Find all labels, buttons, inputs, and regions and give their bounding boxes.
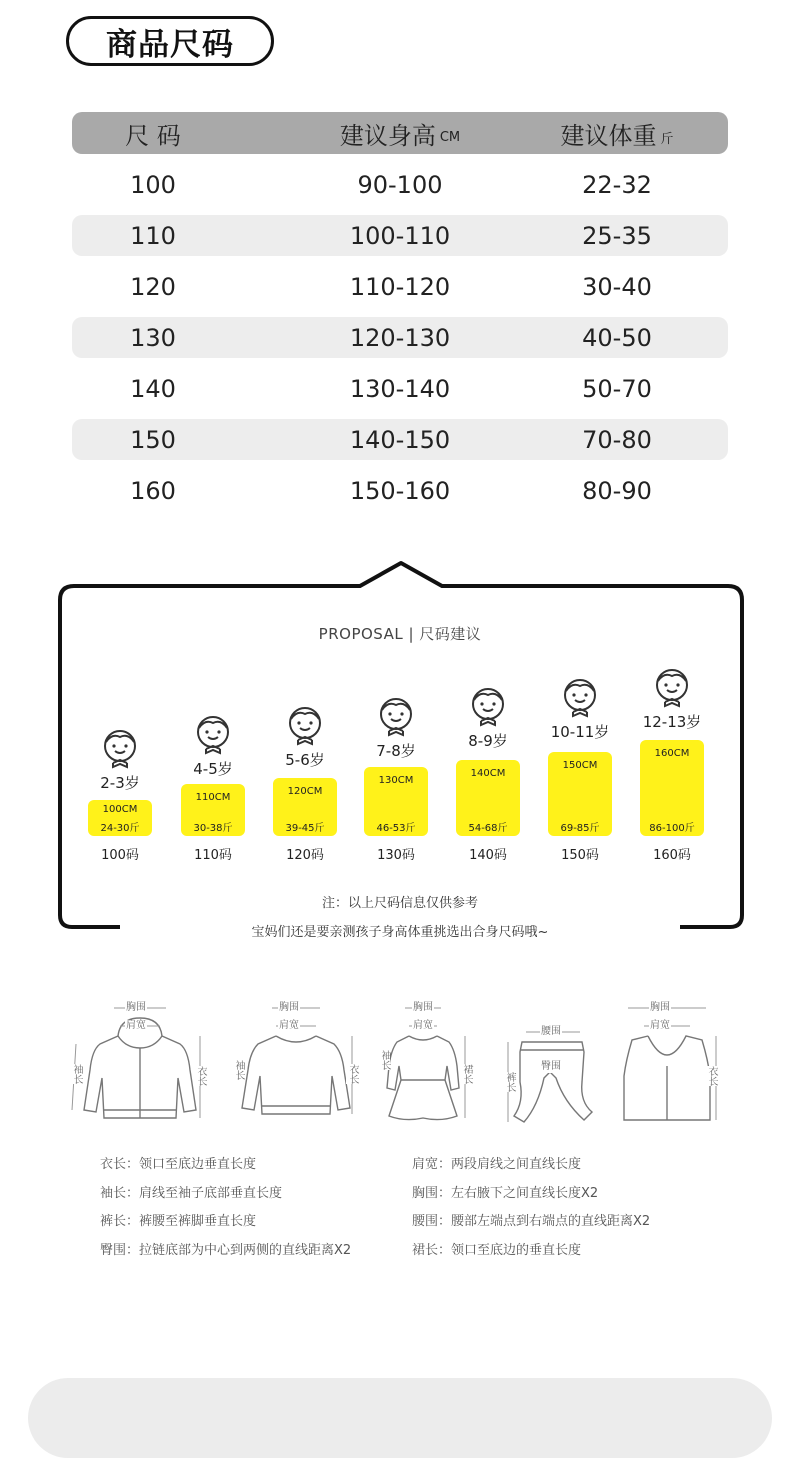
size-code: 110码 (194, 848, 232, 863)
kid-figure (74, 727, 166, 793)
size-table (72, 112, 728, 521)
age-label: 12-13岁 (642, 713, 702, 731)
length-label: 衣长 (347, 1064, 358, 1084)
sleeve-label: 袖长 (233, 1060, 244, 1080)
shoulder-label: 肩宽 (650, 1020, 670, 1031)
badge-weight: 46-53斤 (376, 823, 416, 834)
table-row (72, 470, 728, 511)
age-label: 10-11岁 (550, 723, 610, 741)
size-badge (548, 752, 612, 836)
definition-length: 衣长：领口至底边垂直长度 (100, 1157, 257, 1172)
size-code: 140码 (469, 848, 507, 863)
child-face-icon (442, 685, 534, 727)
age-label: 7-8岁 (376, 742, 416, 760)
row-weight: 70-80 (582, 425, 652, 454)
badge-weight: 30-38斤 (193, 823, 233, 834)
shoulder-label: 肩宽 (126, 1020, 146, 1031)
badge-height: 140CM (470, 768, 506, 779)
sleeve-label: 袖长 (379, 1050, 390, 1070)
age-label: 2-3岁 (100, 774, 140, 792)
header-height (302, 112, 498, 154)
row-weight: 25-35 (582, 221, 652, 250)
proposal-note-sub: 宝妈们还是要亲测孩子身高体重挑选出合身尺码哦~ (251, 925, 549, 940)
waist-label: 腰围 (541, 1026, 561, 1037)
sleeve-label: 袖长 (71, 1064, 82, 1084)
badge-height: 110CM (195, 792, 231, 803)
header-height-unit: CM (439, 129, 461, 145)
table-row (72, 368, 728, 409)
row-height: 110-120 (349, 272, 451, 301)
row-weight: 30-40 (582, 272, 652, 301)
size-code: 120码 (286, 848, 324, 863)
size-code: 100码 (101, 848, 139, 863)
row-size: 100 (130, 170, 176, 199)
kid-figure (442, 685, 534, 751)
shoulder-label: 肩宽 (279, 1020, 299, 1031)
definition-sleeve: 袖长：肩线至袖子底部垂直长度 (100, 1186, 283, 1201)
kid-figure (350, 695, 442, 761)
table-row (72, 317, 728, 358)
definition-skirt: 裙长：领口至底边的垂直长度 (412, 1243, 582, 1258)
header-height-label: 建议身高 (339, 121, 436, 150)
page-title: 商品尺码 (66, 16, 274, 66)
size-badge (456, 760, 520, 836)
table-row (72, 266, 728, 307)
badge-weight: 69-85斤 (560, 823, 600, 834)
kid-figure (534, 676, 626, 742)
child-face-icon (534, 676, 626, 718)
definition-shoulder: 肩宽：两段肩线之间直线长度 (412, 1157, 582, 1172)
header-weight-label: 建议体重 (560, 121, 657, 150)
length-label: 衣长 (195, 1066, 206, 1086)
table-header (72, 112, 728, 154)
row-weight: 40-50 (582, 323, 652, 352)
row-size: 160 (130, 476, 176, 505)
child-face-icon (350, 695, 442, 737)
proposal-note: 注：以上尺码信息仅供参考 (321, 896, 478, 911)
badge-weight: 86-100斤 (649, 823, 695, 834)
row-size: 140 (130, 374, 176, 403)
kid-figure (626, 666, 718, 732)
chest-label: 胸围 (413, 1002, 433, 1013)
size-code: 130码 (377, 848, 415, 863)
length-label: 衣长 (706, 1066, 717, 1086)
row-height: 120-130 (349, 323, 451, 352)
badge-height: 100CM (102, 804, 138, 815)
table-row (72, 419, 728, 460)
age-label: 8-9岁 (468, 732, 508, 750)
row-size: 120 (130, 272, 176, 301)
child-face-icon (259, 704, 351, 746)
row-size: 110 (130, 221, 176, 250)
table-row (72, 215, 728, 256)
proposal-title: PROPOSAL | 尺码建议 (318, 625, 482, 643)
row-height: 100-110 (349, 221, 451, 250)
size-badge (273, 778, 337, 836)
badge-height: 130CM (378, 775, 414, 786)
pants-length-label: 裤长 (504, 1072, 515, 1092)
kid-figure (167, 713, 259, 779)
child-face-icon (626, 666, 718, 708)
child-face-icon (74, 727, 166, 769)
row-height: 140-150 (349, 425, 451, 454)
size-badge (181, 784, 245, 836)
badge-weight: 39-45斤 (285, 823, 325, 834)
skirt-label: 裙长 (461, 1064, 472, 1084)
row-height: 130-140 (349, 374, 451, 403)
badge-weight: 54-68斤 (468, 823, 508, 834)
size-code: 160码 (653, 848, 691, 863)
table-row (72, 164, 728, 205)
badge-height: 150CM (562, 760, 598, 771)
row-size: 150 (130, 425, 176, 454)
badge-height: 160CM (654, 748, 690, 759)
size-badge (88, 800, 152, 836)
definition-chest: 胸围：左右腋下之间直线长度X2 (412, 1186, 599, 1201)
definition-waist: 腰围：腰部左端点到右端点的直线距离X2 (412, 1214, 651, 1229)
age-label: 5-6岁 (285, 751, 325, 769)
definition-pants-length: 裤长：裤腰至裤脚垂直长度 (100, 1214, 257, 1229)
child-face-icon (167, 713, 259, 755)
chest-label: 胸围 (279, 1002, 299, 1013)
row-height: 90-100 (357, 170, 443, 199)
row-weight: 80-90 (582, 476, 652, 505)
shoulder-label: 肩宽 (413, 1020, 433, 1031)
size-code: 150码 (561, 848, 599, 863)
bottom-card (28, 1378, 772, 1458)
row-height: 150-160 (349, 476, 451, 505)
row-weight: 50-70 (582, 374, 652, 403)
chest-label: 胸围 (126, 1002, 146, 1013)
hip-label: 臀围 (541, 1061, 561, 1072)
definition-hip: 臀围：拉链底部为中心到两侧的直线距离X2 (100, 1243, 352, 1258)
header-weight-unit: 斤 (660, 131, 674, 147)
row-weight: 22-32 (582, 170, 652, 199)
size-badge (640, 740, 704, 836)
badge-weight: 24-30斤 (100, 823, 140, 834)
header-size: 尺 码 (125, 121, 181, 150)
kid-figure (259, 704, 351, 770)
chest-label: 胸围 (650, 1002, 670, 1013)
header-weight (532, 112, 702, 154)
row-size: 130 (130, 323, 176, 352)
age-label: 4-5岁 (193, 760, 233, 778)
badge-height: 120CM (287, 786, 323, 797)
size-badge (364, 767, 428, 836)
